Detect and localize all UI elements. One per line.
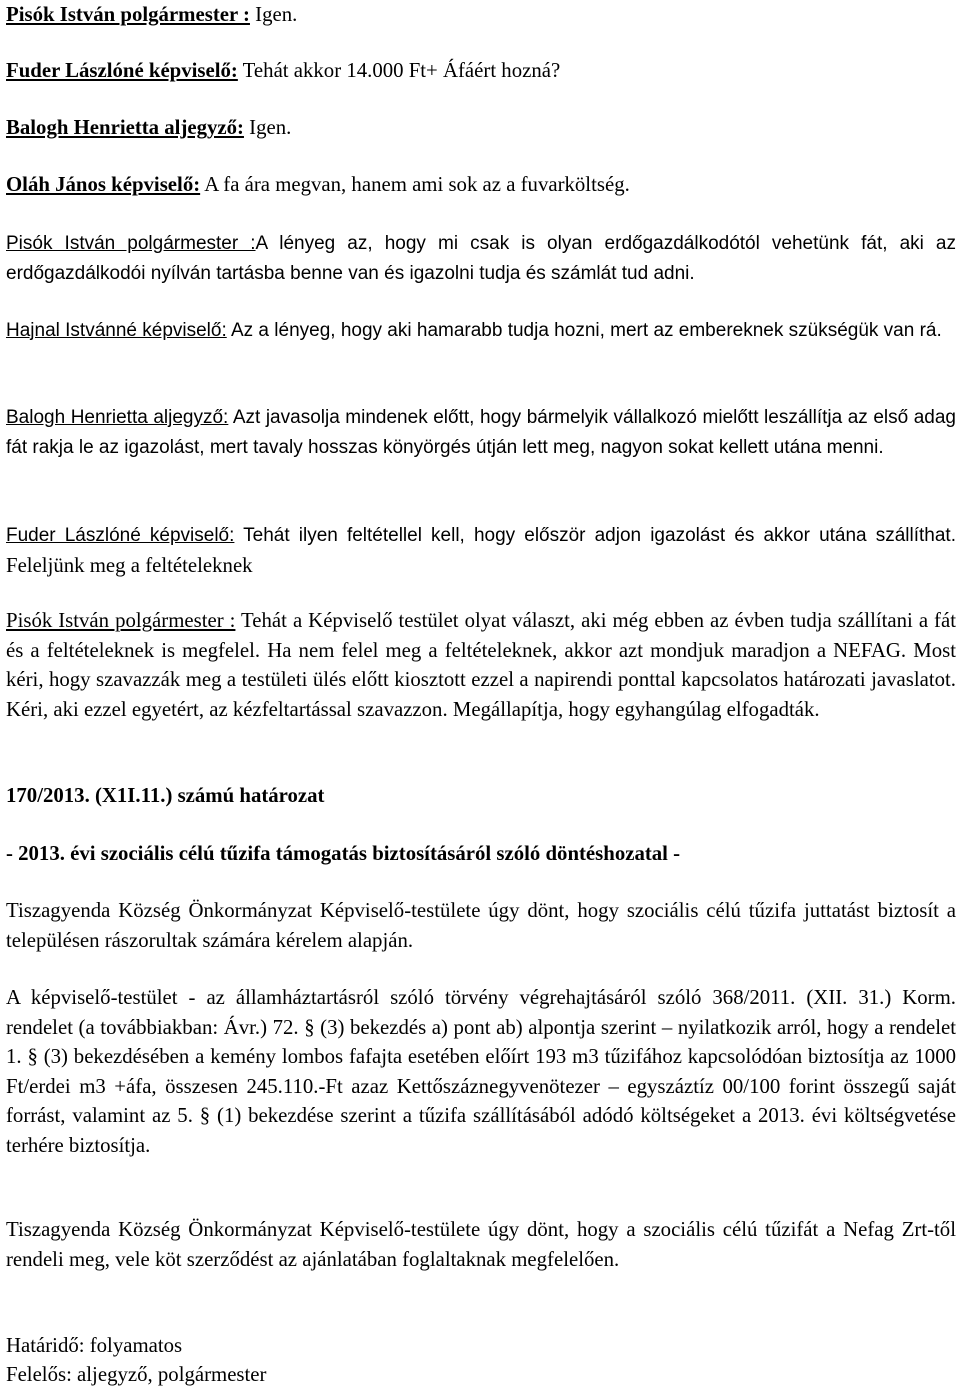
minutes-entry bbox=[6, 170, 956, 200]
speaker-label: Pisók István polgármester : bbox=[6, 233, 256, 254]
entry-text: A fa ára megvan, hanem ami sok az a fuvarköltség. bbox=[200, 173, 630, 196]
entry-text: Azt javasolja mindenek előtt, hogy bármelyik vállalkozó mielőtt leszállítja az első adag fát rakja le az igazolást, mert tavaly hosszas könyörgés útján lett meg, nagyon sokat kellett utána menni. bbox=[6, 407, 956, 458]
speaker-label: Fuder Lászlóné képviselő: bbox=[6, 525, 235, 546]
speaker-label: Balogh Henrietta aljegyző: bbox=[6, 116, 244, 139]
minutes-entry bbox=[6, 606, 956, 724]
speaker-label: Pisók István polgármester : bbox=[6, 3, 250, 26]
entry-text: Tehát ilyen feltétellel kell, hogy először adjon igazolást és akkor utána szállíthat. bbox=[234, 525, 956, 546]
entry-text: Az a lényeg, hogy aki hamarabb tudja hozni, mert az embereknek szükségük van rá. bbox=[226, 320, 942, 341]
minutes-entry bbox=[6, 520, 956, 581]
resolution-paragraph: Tiszagyenda Község Önkormányzat Képviselő-testülete úgy dönt, hogy a szociális célú tűzifát a Nefag Zrt-től rendeli meg, vele köt szerződést az ajánlatában foglaltaknak megfelelően. bbox=[6, 1218, 956, 1271]
minutes-entry bbox=[6, 229, 956, 288]
entry-text: Igen. bbox=[243, 116, 292, 139]
speaker-label: Balogh Henrietta aljegyző: bbox=[6, 407, 229, 428]
entry-text-serif: Feleljünk meg a feltételeknek bbox=[6, 553, 253, 577]
speaker-label: Pisók István polgármester : bbox=[6, 609, 236, 632]
entry-text: Tehát a Képviselő testület olyat választ, aki még ebben az évben tudja szállítani a fát és a feltételeknek is megfelel. Ha nem felel meg a feltételeknek, akkor azt mondjuk maradjon a NEFAG. Most kéri, hogy szavazzák meg a testületi ülés előtt kiosztott ezzel a napirendi ponttal kapcsolatos határozati javaslatot. Kéri, aki ezzel egyetért, az kézfeltartással szavazzon. Megállapítja, hogy egyhangúlag elfogadták. bbox=[6, 609, 956, 721]
minutes-entry bbox=[6, 316, 956, 346]
minutes-entry bbox=[6, 56, 956, 86]
resolution-deadline: Határidő: folyamatos bbox=[6, 1334, 183, 1357]
resolution-paragraph: Tiszagyenda Község Önkormányzat Képviselő-testülete úgy dönt, hogy szociális célú tűzifa juttatást biztosít a településen rászorultak számára kérelem alapján. bbox=[6, 899, 956, 952]
entry-text: Tehát akkor 14.000 Ft+ Áfáért hozná? bbox=[237, 59, 561, 82]
resolution-responsible: Felelős: aljegyző, polgármester bbox=[6, 1363, 267, 1386]
speaker-label: Hajnal Istvánné képviselő: bbox=[6, 320, 227, 341]
speaker-label: Oláh János képviselő: bbox=[6, 173, 201, 196]
resolution-paragraph: A képviselő-testület - az államháztartásról szóló törvény végrehajtásáról szóló 368/2011. (XII. 31.) Korm. rendelet (a továbbiakban: Ávr.) 72. § (3) bekezdés a) pont ab) alpontja szerint – nyilatkozik arról, hogy a rendelet 1. § (3) bekezdésében a kemény lombos fafajta esetében előírt 193 m3 tűzifához kapcsolódóan biztosítja az 1000 Ft/erdei m3 +áfa, összesen 245.110.-Ft azaz Kettőszáznegyvenötezer – egyszáztíz 00/100 forint összegű saját forrást, valamint az 5. § (1) bekezdése szerint a tűzifa szállításából adódó költségeket a 2013. évi költségvetése terhére biztosítja. bbox=[6, 986, 956, 1157]
resolution-number: 170/2013. (X1I.11.) számú határozat bbox=[6, 784, 325, 807]
entry-text: Igen. bbox=[249, 3, 298, 26]
entry-text: A lényeg az, hogy mi csak is olyan erdőgazdálkodótól vehetünk fát, aki az erdőgazdálkodói nyílván tartásba benne van és igazolni tudja és számlát tud adni. bbox=[6, 233, 957, 284]
minutes-entry bbox=[6, 403, 956, 462]
minutes-entry bbox=[6, 113, 956, 143]
speaker-label: Fuder Lászlóné képviselő: bbox=[6, 59, 238, 82]
resolution-title: - 2013. évi szociális célú tűzifa támogatás biztosításáról szóló döntéshozatal - bbox=[6, 842, 681, 865]
minutes-entry bbox=[6, 0, 956, 30]
